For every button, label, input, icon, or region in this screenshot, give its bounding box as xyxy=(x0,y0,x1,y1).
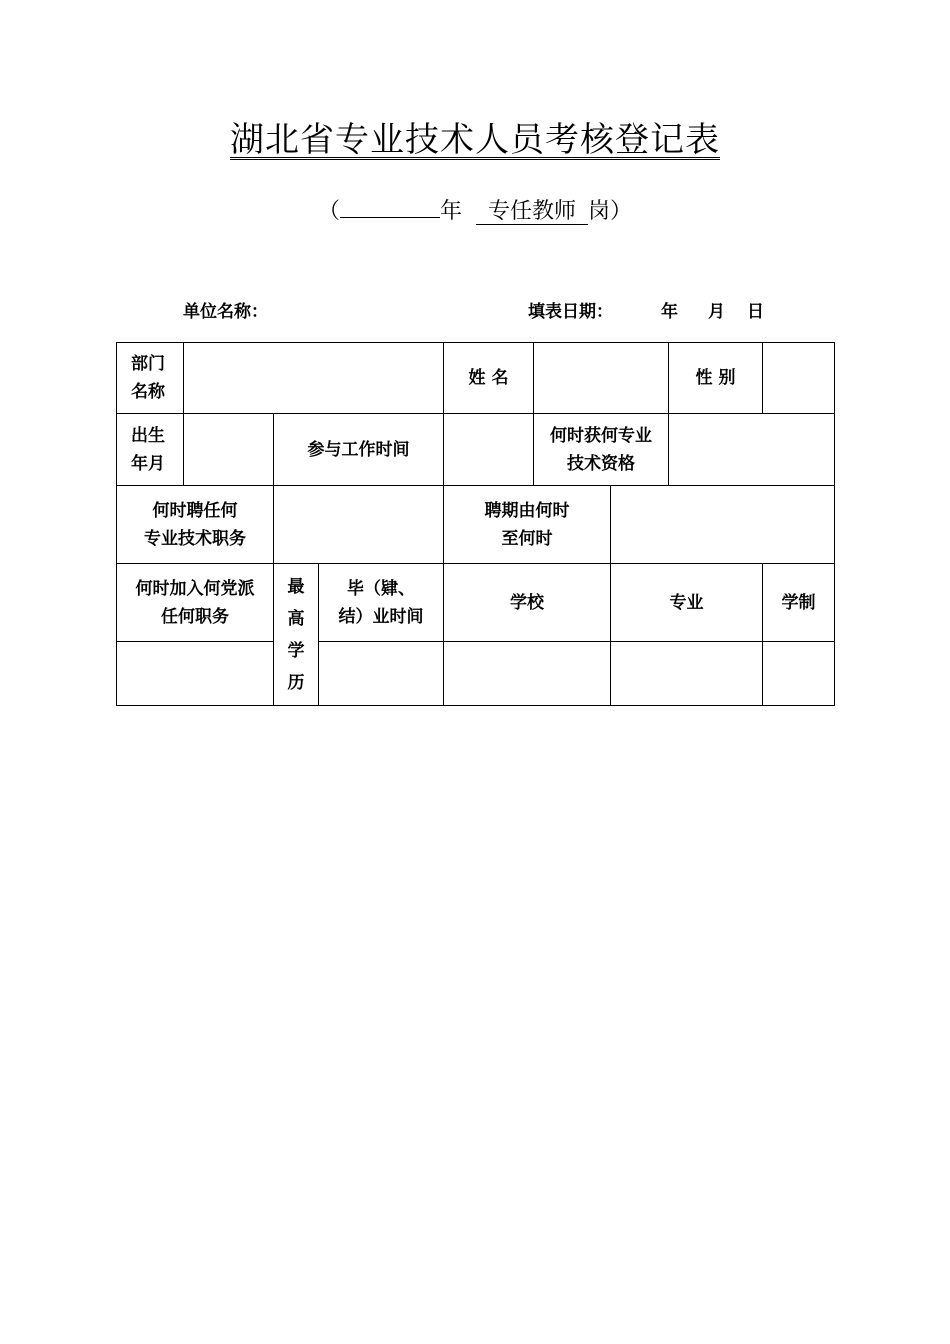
post-suffix: 岗） xyxy=(588,199,633,224)
highest-edu-label xyxy=(274,564,319,706)
party-label-line2: 任何职务 xyxy=(161,606,229,627)
dept-name-text: 部门名称 xyxy=(131,354,165,402)
fill-date-month: 月 xyxy=(708,302,725,322)
duration-label: 学制 xyxy=(763,564,835,642)
dept-name-label xyxy=(117,343,184,414)
name-label: 姓 名 xyxy=(444,343,534,414)
dept-name-field[interactable] xyxy=(184,343,444,414)
work-start-label: 参与工作时间 xyxy=(274,414,444,486)
party-label-line1: 何时加入何党派 xyxy=(135,578,255,599)
school-field[interactable] xyxy=(444,642,611,706)
party-field[interactable] xyxy=(117,642,274,706)
appointment-label-line1: 何时聘任何 xyxy=(152,500,238,521)
unit-name-label: 单位名称： xyxy=(183,302,268,322)
year-blank-field[interactable] xyxy=(340,195,440,218)
table-row xyxy=(117,343,835,414)
qualification-text: 何时获何专业技术资格 xyxy=(550,425,653,474)
term-label xyxy=(444,486,611,564)
table-row xyxy=(117,486,835,564)
form-title xyxy=(0,112,950,161)
form-subtitle xyxy=(0,195,950,227)
birth-field[interactable] xyxy=(184,414,274,486)
birth-label xyxy=(117,414,184,486)
year-label: 年 xyxy=(439,199,462,224)
highest-edu-text: 最高学历 xyxy=(287,576,305,693)
gender-field[interactable] xyxy=(763,343,835,414)
table-row xyxy=(117,642,835,706)
gender-label: 性 别 xyxy=(669,343,763,414)
table-row xyxy=(117,414,835,486)
party-label xyxy=(117,564,274,642)
term-label-line1: 聘期由何时 xyxy=(484,500,570,521)
grad-time-field[interactable] xyxy=(319,642,444,706)
form-title-text: 湖北省专业技术人员考核登记表 xyxy=(230,120,720,160)
open-paren: （ xyxy=(317,199,340,224)
name-field[interactable] xyxy=(534,343,669,414)
fill-date-day: 日 xyxy=(747,302,764,322)
school-label: 学校 xyxy=(444,564,611,642)
duration-field[interactable] xyxy=(763,642,835,706)
term-field[interactable] xyxy=(611,486,835,564)
table-row xyxy=(117,564,835,642)
major-label: 专业 xyxy=(611,564,763,642)
post-name: 专任教师 xyxy=(476,199,588,225)
qualification-field[interactable] xyxy=(669,414,835,486)
fill-date xyxy=(528,300,764,324)
work-start-field[interactable] xyxy=(444,414,534,486)
birth-text: 出生年月 xyxy=(131,425,165,474)
grad-time-label-line1: 毕（肄、 xyxy=(347,578,415,599)
grad-time-label xyxy=(319,564,444,642)
fill-date-year: 年 xyxy=(661,302,678,322)
appointment-label-line2: 专业技术职务 xyxy=(144,528,246,549)
fill-date-label: 填表日期： xyxy=(528,302,613,322)
registration-table xyxy=(116,342,835,706)
appointment-label xyxy=(117,486,274,564)
qualification-label xyxy=(534,414,669,486)
major-field[interactable] xyxy=(611,642,763,706)
appointment-field[interactable] xyxy=(274,486,444,564)
term-label-line2: 至何时 xyxy=(501,528,553,549)
grad-time-label-line2: 结）业时间 xyxy=(338,606,424,627)
